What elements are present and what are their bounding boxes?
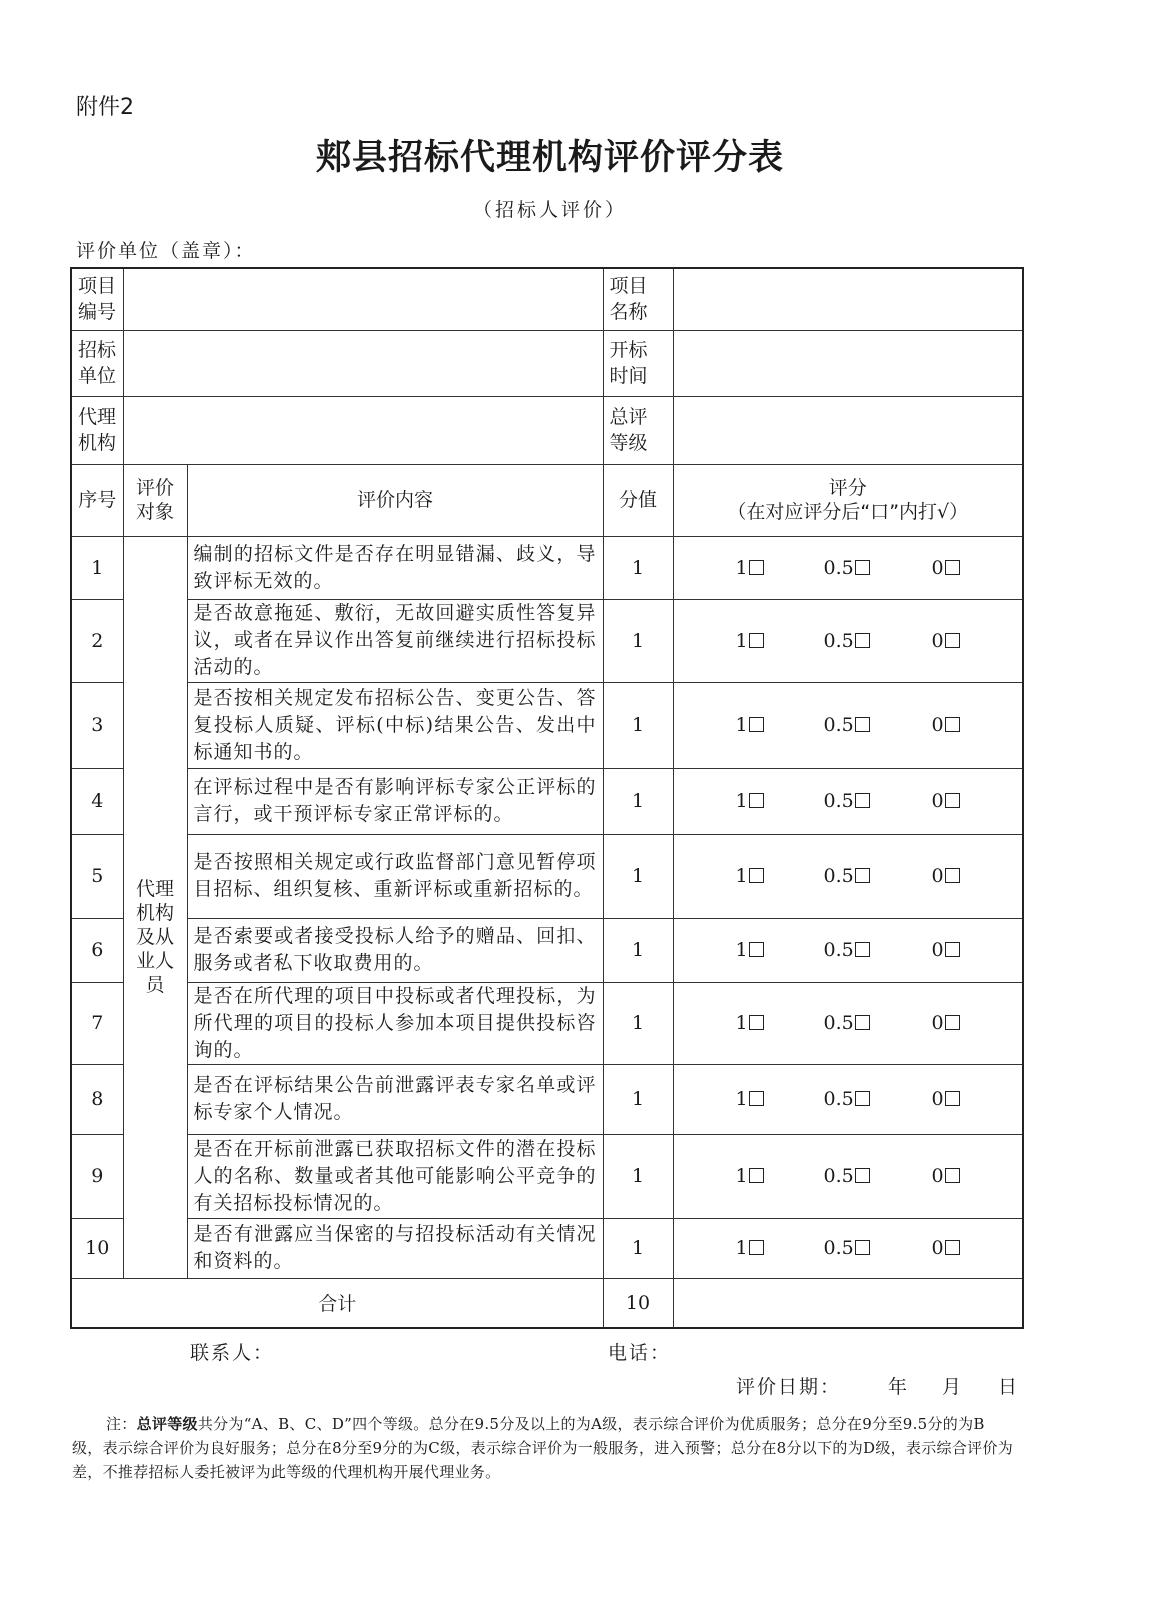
score-option[interactable] (736, 1088, 764, 1110)
score-option-label: 1 (735, 714, 748, 736)
checkbox-icon[interactable] (855, 793, 870, 808)
checkbox-icon[interactable] (749, 868, 764, 883)
score-option-label: 0.5 (823, 629, 854, 652)
item-number: 5 (71, 834, 123, 918)
item-value: 1 (603, 982, 673, 1064)
score-option[interactable] (932, 714, 960, 736)
agency-field[interactable] (123, 396, 603, 464)
checkbox-icon[interactable] (855, 1015, 870, 1030)
table-row (71, 918, 1023, 982)
score-option[interactable] (932, 630, 960, 652)
score-option-label: 0 (931, 629, 944, 652)
item-number: 7 (71, 982, 123, 1064)
score-options (673, 682, 1023, 768)
item-number: 3 (71, 682, 123, 768)
item-content: 是否在所代理的项目中投标或者代理投标，为所代理的项目的投标人参加本项目提供投标咨询的。 (187, 982, 603, 1064)
bid-opening-time-field[interactable] (673, 330, 1023, 396)
table-row (71, 768, 1023, 834)
checkbox-icon[interactable] (945, 1240, 960, 1255)
score-option-label: 1 (735, 939, 748, 961)
info-label: 项目 名称 (603, 268, 673, 330)
score-option[interactable] (736, 939, 764, 961)
checkbox-icon[interactable] (749, 717, 764, 732)
score-option[interactable] (824, 557, 870, 579)
score-option-label: 0.5 (823, 714, 854, 736)
total-score-field[interactable] (673, 1278, 1023, 1328)
checkbox-icon[interactable] (749, 1091, 764, 1106)
score-option[interactable] (736, 714, 764, 736)
item-content: 编制的招标文件是否存在明显错漏、歧义，导致评标无效的。 (187, 536, 603, 599)
table-row (71, 536, 1023, 599)
checkbox-icon[interactable] (855, 1240, 870, 1255)
score-option-label: 0.5 (823, 865, 854, 887)
table-row (71, 599, 1023, 682)
score-option[interactable] (736, 790, 764, 812)
overall-grade-field[interactable] (673, 396, 1023, 464)
tender-unit-field[interactable] (123, 330, 603, 396)
score-option[interactable] (824, 1165, 870, 1187)
phone-label: 电话： (608, 1342, 672, 1364)
page-title: 郏县招标代理机构评价评分表 (315, 137, 784, 178)
score-option[interactable] (736, 630, 764, 652)
score-option-label: 0.5 (823, 939, 854, 961)
footnote: 注：总评等级共分为“A、B、C、D”四个等级。总分在9.5分及以上的为A级，表示综合评价为优质服务；总分在9分至9.5分的为B级，表示综合评价为良好服务；总分在8分至9分的为C级，表示综合评价为一般服务，进入预警；总分在8分以下的为D级，表示综合评价为差，不推荐招标人委托被评为此等级的代理机构开展代理业务。 (72, 1415, 1014, 1481)
score-options (673, 1218, 1023, 1278)
page-subtitle: （招标人评价） (472, 199, 627, 221)
table-row (71, 834, 1023, 918)
score-options (673, 1064, 1023, 1134)
item-value: 1 (603, 918, 673, 982)
checkbox-icon[interactable] (749, 942, 764, 957)
score-option[interactable] (932, 939, 960, 961)
score-option[interactable] (932, 1165, 960, 1187)
evaluation-object-cell: 代理 机构 及从 业人 员 (123, 536, 187, 1278)
item-content: 是否按照相关规定或行政监督部门意见暂停项目招标、组织复核、重新评标或重新招标的。 (187, 834, 603, 918)
header-score: 评分 （在对应评分后“口”内打√） (673, 464, 1023, 536)
score-option-label: 1 (735, 556, 748, 579)
score-option-label: 0 (931, 1088, 944, 1110)
checkbox-icon[interactable] (749, 633, 764, 648)
table-row (71, 682, 1023, 768)
score-options (673, 1134, 1023, 1218)
evaluation-date-label: 评价日期： (736, 1376, 842, 1398)
item-content: 是否在开标前泄露已获取招标文件的潜在投标人的名称、数量或者其他可能影响公平竞争的有关招标投标情况的。 (187, 1134, 603, 1218)
year-label: 年 (888, 1376, 908, 1398)
score-option-label: 0.5 (823, 1165, 854, 1187)
score-option[interactable] (736, 1012, 764, 1034)
project-name-field[interactable] (673, 268, 1023, 330)
info-row (71, 268, 1023, 330)
evaluator-unit-label: 评价单位（盖章）： (76, 240, 256, 262)
total-row (71, 1278, 1023, 1328)
info-label: 代理 机构 (71, 396, 123, 464)
score-option-label: 0 (931, 714, 944, 736)
score-option-label: 0.5 (823, 1237, 854, 1259)
score-option[interactable] (824, 790, 870, 812)
item-content: 是否索要或者接受投标人给予的赠品、回扣、服务或者私下收取费用的。 (187, 918, 603, 982)
score-options (673, 918, 1023, 982)
score-option-label: 0 (931, 1012, 944, 1034)
checkbox-icon[interactable] (945, 942, 960, 957)
item-number: 1 (71, 536, 123, 599)
table-row (71, 982, 1023, 1064)
item-content: 是否按相关规定发布招标公告、变更公告、答复投标人质疑、评标(中标)结果公告、发出中标通知书的。 (187, 682, 603, 768)
score-option[interactable] (824, 1012, 870, 1034)
score-option[interactable] (824, 714, 870, 736)
item-value: 1 (603, 599, 673, 682)
item-number: 2 (71, 599, 123, 682)
project-number-field[interactable] (123, 268, 603, 330)
score-option[interactable] (736, 557, 764, 579)
score-option-label: 0 (931, 1165, 944, 1187)
info-row (71, 396, 1023, 464)
checkbox-icon[interactable] (855, 942, 870, 957)
checkbox-icon[interactable] (749, 1240, 764, 1255)
contact-person-label: 联系人： (190, 1342, 275, 1364)
info-label: 招标 单位 (71, 330, 123, 396)
header-object: 评价 对象 (123, 464, 187, 536)
month-label: 月 (942, 1376, 962, 1398)
evaluation-form-table (70, 267, 1024, 1329)
item-value: 1 (603, 1218, 673, 1278)
total-label: 合计 (71, 1278, 603, 1328)
score-options (673, 982, 1023, 1064)
checkbox-icon[interactable] (945, 1168, 960, 1183)
day-label: 日 (998, 1376, 1018, 1398)
item-value: 1 (603, 768, 673, 834)
score-option-label: 0.5 (823, 1088, 854, 1110)
score-option-label: 1 (735, 1088, 748, 1110)
score-option[interactable] (736, 1165, 764, 1187)
score-option[interactable] (932, 557, 960, 579)
score-option-label: 1 (735, 865, 748, 887)
info-label: 项目 编号 (71, 268, 123, 330)
item-value: 1 (603, 1134, 673, 1218)
item-value: 1 (603, 1064, 673, 1134)
score-options (673, 768, 1023, 834)
score-options (673, 834, 1023, 918)
checkbox-icon[interactable] (855, 1168, 870, 1183)
score-option-label: 0.5 (823, 1012, 854, 1034)
item-content: 在评标过程中是否有影响评标专家公正评标的言行，或干预评标专家正常评标的。 (187, 768, 603, 834)
checkbox-icon[interactable] (855, 633, 870, 648)
info-label: 总评 等级 (603, 396, 673, 464)
item-value: 1 (603, 536, 673, 599)
checkbox-icon[interactable] (945, 868, 960, 883)
score-option[interactable] (932, 865, 960, 887)
checkbox-icon[interactable] (749, 560, 764, 575)
header-no: 序号 (71, 464, 123, 536)
score-option[interactable] (824, 1088, 870, 1110)
table-row (71, 1218, 1023, 1278)
score-options (673, 599, 1023, 682)
total-value: 10 (603, 1278, 673, 1328)
checkbox-icon[interactable] (749, 1015, 764, 1030)
score-option[interactable] (932, 790, 960, 812)
item-value: 1 (603, 682, 673, 768)
checkbox-icon[interactable] (945, 1091, 960, 1106)
checkbox-icon[interactable] (749, 1168, 764, 1183)
item-number: 9 (71, 1134, 123, 1218)
score-options (673, 536, 1023, 599)
score-option-label: 0 (931, 790, 944, 812)
checkbox-icon[interactable] (749, 793, 764, 808)
score-option-label: 1 (735, 1165, 748, 1187)
item-number: 8 (71, 1064, 123, 1134)
table-row (71, 1064, 1023, 1134)
checkbox-icon[interactable] (855, 560, 870, 575)
score-option[interactable] (824, 939, 870, 961)
item-number: 10 (71, 1218, 123, 1278)
score-option[interactable] (736, 865, 764, 887)
score-option[interactable] (824, 865, 870, 887)
info-row (71, 330, 1023, 396)
checkbox-icon[interactable] (855, 1091, 870, 1106)
item-content: 是否在评标结果公告前泄露评表专家名单或评标专家个人情况。 (187, 1064, 603, 1134)
score-option-label: 1 (735, 629, 748, 652)
score-option-label: 0 (931, 1237, 944, 1259)
checkbox-icon[interactable] (855, 717, 870, 732)
checkbox-icon[interactable] (945, 1015, 960, 1030)
item-number: 4 (71, 768, 123, 834)
score-option[interactable] (932, 1012, 960, 1034)
score-option[interactable] (824, 630, 870, 652)
header-content: 评价内容 (187, 464, 603, 536)
item-content: 是否有泄露应当保密的与招投标活动有关情况和资料的。 (187, 1218, 603, 1278)
score-option-label: 1 (735, 1237, 748, 1259)
score-option-label: 1 (735, 1012, 748, 1034)
table-header-row (71, 464, 1023, 536)
score-option-label: 1 (735, 790, 748, 812)
checkbox-icon[interactable] (945, 560, 960, 575)
score-option[interactable] (932, 1088, 960, 1110)
checkbox-icon[interactable] (945, 717, 960, 732)
info-label: 开标 时间 (603, 330, 673, 396)
score-option-label: 0.5 (823, 556, 854, 579)
header-value: 分值 (603, 464, 673, 536)
checkbox-icon[interactable] (945, 633, 960, 648)
attachment-label: 附件2 (76, 95, 134, 120)
score-option-label: 0.5 (823, 790, 854, 812)
table-row (71, 1134, 1023, 1218)
item-number: 6 (71, 918, 123, 982)
item-content: 是否故意拖延、敷衍，无故回避实质性答复异议，或者在异议作出答复前继续进行招标投标活动的。 (187, 599, 603, 682)
item-value: 1 (603, 834, 673, 918)
score-option[interactable] (932, 1237, 960, 1259)
score-option[interactable] (824, 1237, 870, 1259)
score-option-label: 0 (931, 556, 944, 579)
score-option-label: 0 (931, 865, 944, 887)
checkbox-icon[interactable] (855, 868, 870, 883)
score-option-label: 0 (931, 939, 944, 961)
score-option[interactable] (736, 1237, 764, 1259)
checkbox-icon[interactable] (945, 793, 960, 808)
